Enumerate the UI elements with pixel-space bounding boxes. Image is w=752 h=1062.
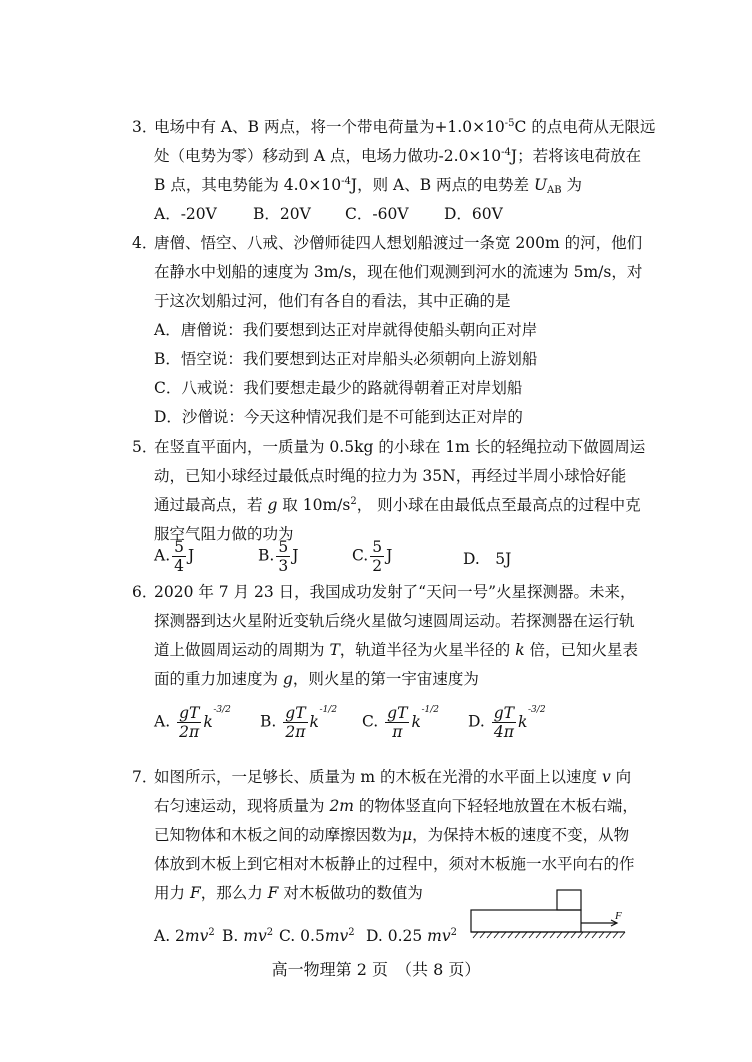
q4-option-b: B．悟空说：我们要想到达正对岸船头必须朝向上游划船 [154,350,538,368]
q7-line-4: 体放到木板上到它相对木板静止的过程中，须对木板施一水平向右的作 [154,855,635,873]
q5-line-2: 动，已知小球经过最低点时绳的拉力为 35N，再经过半周小球恰好能 [154,467,627,485]
q6-line-1: 2020 年 7 月 23 日，我国成功发射了“天问一号”火星探测器。未来， [154,583,636,601]
q5-option-c: C. $\frac{5}{2}$ J [352,538,393,575]
q7-line-2: 右匀速运动，现将质量为 2m 的物体竖直向下轻轻地放置在木板右端， [154,797,638,815]
force-label: F [615,910,622,922]
wooden-board [471,910,581,932]
q6-option-b: B. $\frac{gT}{2\pi}$ k -1/2 [260,704,338,741]
page-footer: 高一物理第 2 页 （共 8 页） [271,960,481,979]
q4-line-1: 唐僧、悟空、八戒、沙僧师徒四人想划船渡过一条宽 200m 的河，他们 [154,234,643,252]
q7-line-1: 如图所示，一足够长、质量为 m 的木板在光滑的水平面上以速度 v 向 [154,768,632,786]
q7-line-5: 用力 F，那么力 F 对木板做功的数值为 [154,884,423,902]
q6-line-4: 面的重力加速度为 g，则火星的第一宇宙速度为 [154,670,479,688]
q4-line-2: 在静水中划船的速度为 3m/s，现在他们观测到河水的流速为 5m/s，对 [154,263,643,281]
q5-number: 5． [132,438,158,456]
q5-line-3: 通过最高点，若 g 取 $10m/s^2$， 则小球在由最低点至最高点的过程中克 [154,496,641,514]
q6-option-d: D. $\frac{gT}{4\pi}$ k -3/2 [468,704,546,741]
q3-line-1: 电场中有 A、B 两点，将一个带电荷量为$+1.0\times 10^{-5}C$ 的点电荷从无限远 [154,118,656,136]
q7-number: 7． [132,768,158,786]
q4-option-d: D．沙僧说：今天这种情况我们是不可能到达正对岸的 [154,408,523,426]
q4-number: 4． [132,234,158,252]
q5-option-d: D. 5J [463,550,512,568]
q3-number: 3． [132,118,158,136]
q4-option-c: C．八戒说：我们要想走最少的路就得朝着正对岸划船 [154,379,523,397]
object-block [557,890,581,910]
q7-figure-board-block [465,886,635,942]
q7-option-a: A. $2mv^2$ [154,927,215,945]
q3-line-3: B 点，其电势能为 $4.0\times 10^{-4}J$，则 A、B 两点的电势差 $U_{AB}$ 为 [154,176,583,196]
q4-option-a: A．唐僧说：我们要想到达正对岸就得使船头朝向正对岸 [154,321,538,339]
q7-option-b: B. $mv^2$ [222,927,274,945]
q6-line-3: 道上做圆周运动的周期为 T，轨道半径为火星半径的 k 倍，已知火星表 [154,641,639,659]
q6-number: 6． [132,583,158,601]
q4-line-3: 于这次划船过河，他们有各自的看法，其中正确的是 [154,292,511,310]
q3-option-c: C．-60V [345,205,409,223]
q5-line-4: 服空气阻力做的功为 [154,525,294,543]
q7-option-d: D. 0.25 $mv^2$ [366,927,458,945]
q7-line-3: 已知物体和木板之间的动摩擦因数为μ，为保持木板的速度不变，从物 [154,826,630,844]
q5-line-1: 在竖直平面内，一质量为 0.5kg 的小球在 1m 长的轻绳拉动下做圆周运 [154,438,646,456]
q3-option-a: A．-20V [154,205,217,223]
q3-option-b: B．20V [253,205,311,223]
q7-option-c: C. $0.5mv^2$ [279,927,355,945]
ground-hatching [473,932,625,938]
q6-option-c: C. $\frac{gT}{\pi}$ k -1/2 [362,704,439,741]
q3-line-2: 处（电势为零）移动到 A 点，电场力做功$-2.0\times 10^{-4}J$；若将该电荷放在 [154,147,642,165]
q6-line-2: 探测器到达火星附近变轨后绕火星做匀速圆周运动。若探测器在运行轨 [154,612,635,630]
q5-option-a: A. $\frac{5}{4}$ J [154,538,195,575]
q6-option-a: A. $\frac{gT}{2\pi}$ k -3/2 [154,704,231,741]
q5-option-b: B. $\frac{5}{3}$ J [258,538,299,575]
q3-option-d: D．60V [444,205,503,223]
